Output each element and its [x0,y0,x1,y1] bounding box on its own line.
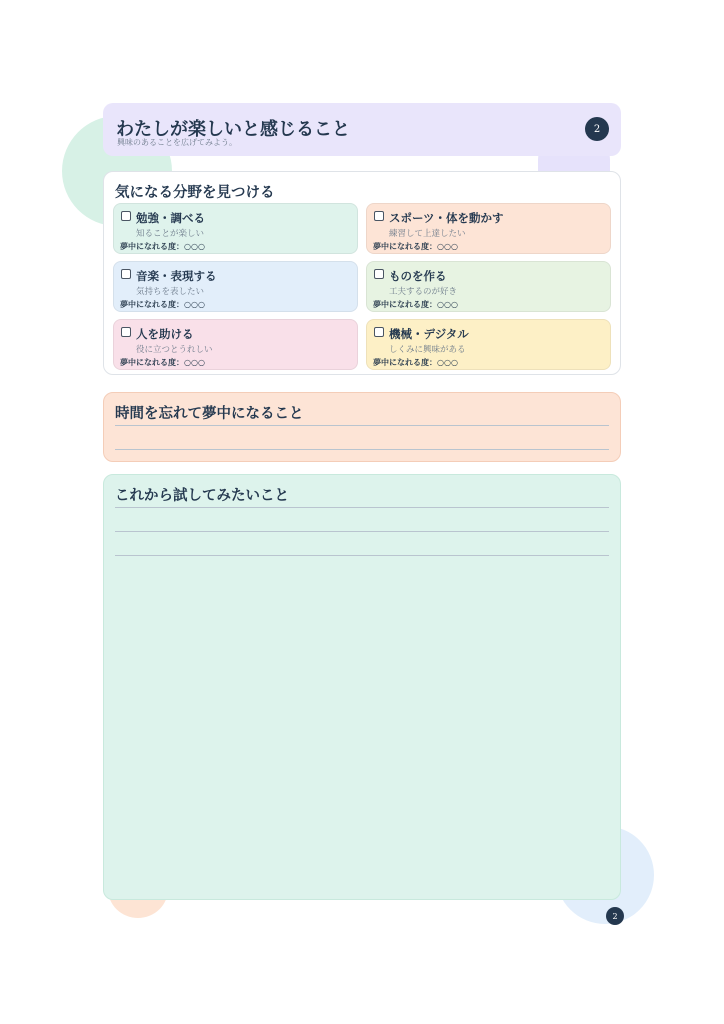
page-badge: 2 [585,117,609,141]
field-card-digital[interactable] [366,319,611,370]
absorbed-card [103,392,621,462]
page-header [103,103,621,156]
field-card-making[interactable] [366,261,611,312]
writing-line[interactable] [115,425,609,426]
field-description: 役に立つとうれしい [136,345,213,355]
field-label: 音楽・表現する [136,269,217,283]
try-card [103,474,621,900]
field-rating: 夢中になれる度：○○○ [120,358,205,367]
page-title: わたしが楽しいと感じること [116,119,350,140]
field-label: 機械・デジタル [389,327,469,341]
checkbox[interactable] [121,211,131,221]
checkbox[interactable] [374,327,384,337]
writing-line[interactable] [115,449,609,450]
writing-line[interactable] [115,555,609,556]
checkbox[interactable] [121,327,131,337]
field-description: 工夫するのが好き [389,287,458,297]
checkbox[interactable] [374,269,384,279]
writing-line[interactable] [115,507,609,508]
field-label: スポーツ・体を動かす [389,211,504,225]
fields-card [103,171,621,375]
field-card-helping[interactable] [113,319,358,370]
absorbed-section-title: 時間を忘れて夢中になること [115,406,304,422]
field-card-study[interactable] [113,203,358,254]
field-rating: 夢中になれる度：○○○ [120,300,205,309]
field-description: 練習して上達したい [389,229,466,239]
fields-section-title: 気になる分野を見つける [115,185,275,201]
field-description: 気持ちを表したい [136,287,205,297]
field-rating: 夢中になれる度：○○○ [373,300,458,309]
field-label: ものを作る [389,269,447,283]
field-rating: 夢中になれる度：○○○ [373,242,458,251]
writing-line[interactable] [115,531,609,532]
checkbox[interactable] [121,269,131,279]
field-label: 人を助ける [136,327,194,341]
try-section-title: これから試してみたいこと [115,488,289,504]
field-description: しくみに興味がある [389,345,466,355]
field-label: 勉強・調べる [136,211,205,225]
field-rating: 夢中になれる度：○○○ [120,242,205,251]
field-card-sports[interactable] [366,203,611,254]
checkbox[interactable] [374,211,384,221]
field-card-music[interactable] [113,261,358,312]
page-subtitle: 興味のあることを広げてみよう。 [117,138,237,147]
field-description: 知ることが楽しい [136,229,205,239]
field-rating: 夢中になれる度：○○○ [373,358,458,367]
page-number: 2 [606,907,624,925]
